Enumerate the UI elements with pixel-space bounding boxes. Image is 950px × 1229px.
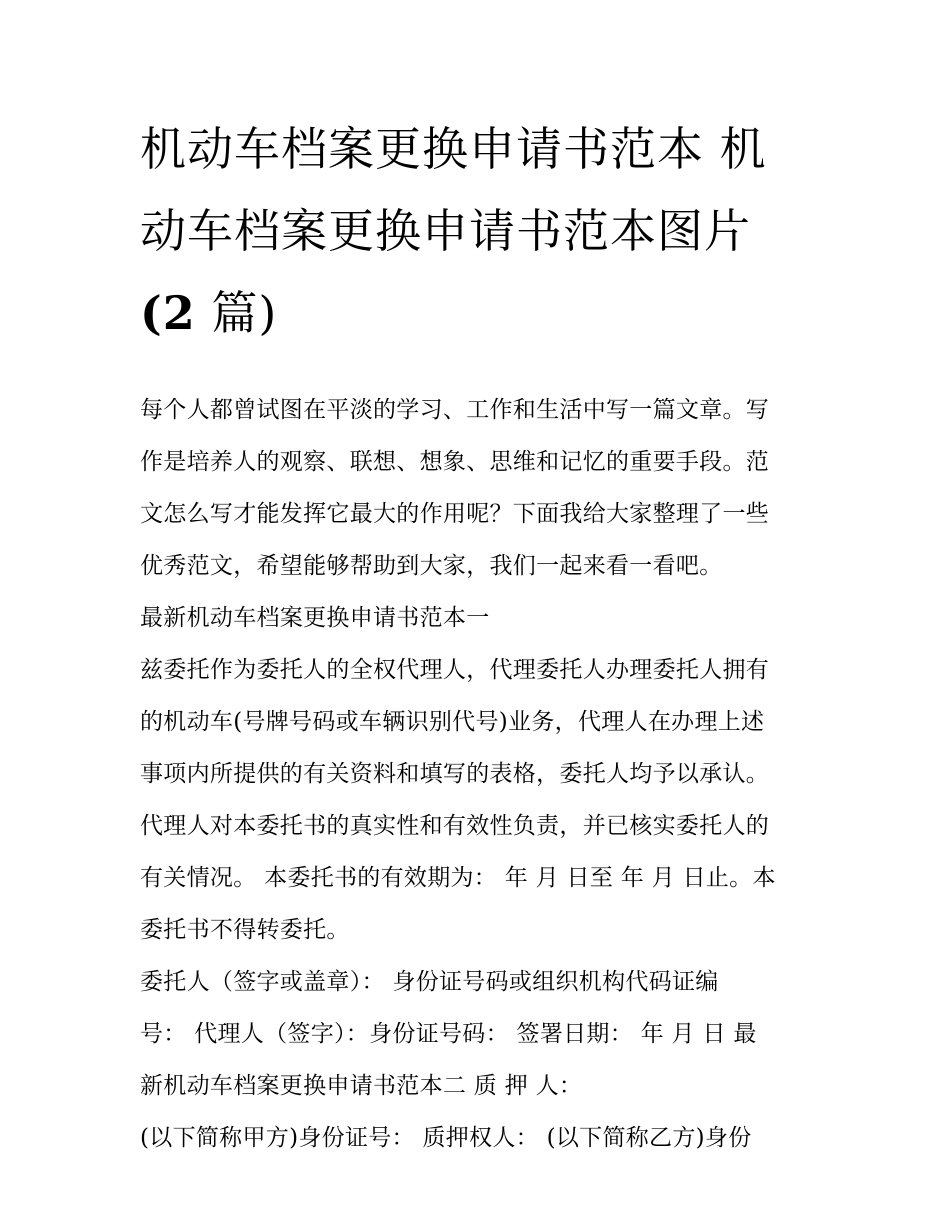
- title-count: (2: [140, 286, 196, 340]
- body-line: 号： 代理人（签字）：身份证号码： 签署日期： 年 月 日 最: [140, 1021, 757, 1047]
- document-page: [140, 108, 815, 1164]
- body-line: 委托书不得转委托。: [140, 917, 350, 943]
- title-count-suffix: 篇): [195, 286, 278, 340]
- body-line: 兹委托作为委托人的全权代理人，代理委托人办理委托人拥有: [140, 657, 770, 683]
- body-line: (以下简称甲方)身份证号： 质押权人： (以下简称乙方)身份: [140, 1125, 752, 1151]
- body-line: 有关情况。 本委托书的有效期为： 年 月 日至 年 月 日止。本: [140, 865, 776, 891]
- body-line: 每个人都曾试图在平淡的学习、工作和生活中写一篇文章。写: [140, 397, 770, 423]
- body-line: 新机动车档案更换申请书范本二 质 押 人：: [140, 1073, 583, 1099]
- document-body: [140, 384, 815, 1164]
- body-line: 文怎么写才能发挥它最大的作用呢？下面我给大家整理了一些: [140, 501, 770, 527]
- body-line: 事项内所提供的有关资料和填写的表格，委托人均予以承认。: [140, 761, 770, 787]
- body-line: 的机动车(号牌号码或车辆识别代号)业务，代理人在办理上述: [140, 709, 765, 735]
- section-heading: 最新机动车档案更换申请书范本一: [140, 605, 490, 631]
- body-line: 作是培养人的观察、联想、想象、思维和记忆的重要手段。范: [140, 449, 770, 475]
- body-line: 优秀范文，希望能够帮助到大家，我们一起来看一看吧。: [140, 553, 723, 579]
- title-line-2: 动车档案更换申请书范本图片: [140, 204, 751, 258]
- body-line: 代理人对本委托书的真实性和有效性负责，并已核实委托人的: [140, 813, 770, 839]
- title-line-1: 机动车档案更换申请书范本 机: [140, 122, 767, 176]
- title-line-3: [140, 272, 815, 354]
- body-line: 委托人（签字或盖章）： 身份证号码或组织机构代码证编: [140, 969, 719, 995]
- document-title: [140, 108, 815, 354]
